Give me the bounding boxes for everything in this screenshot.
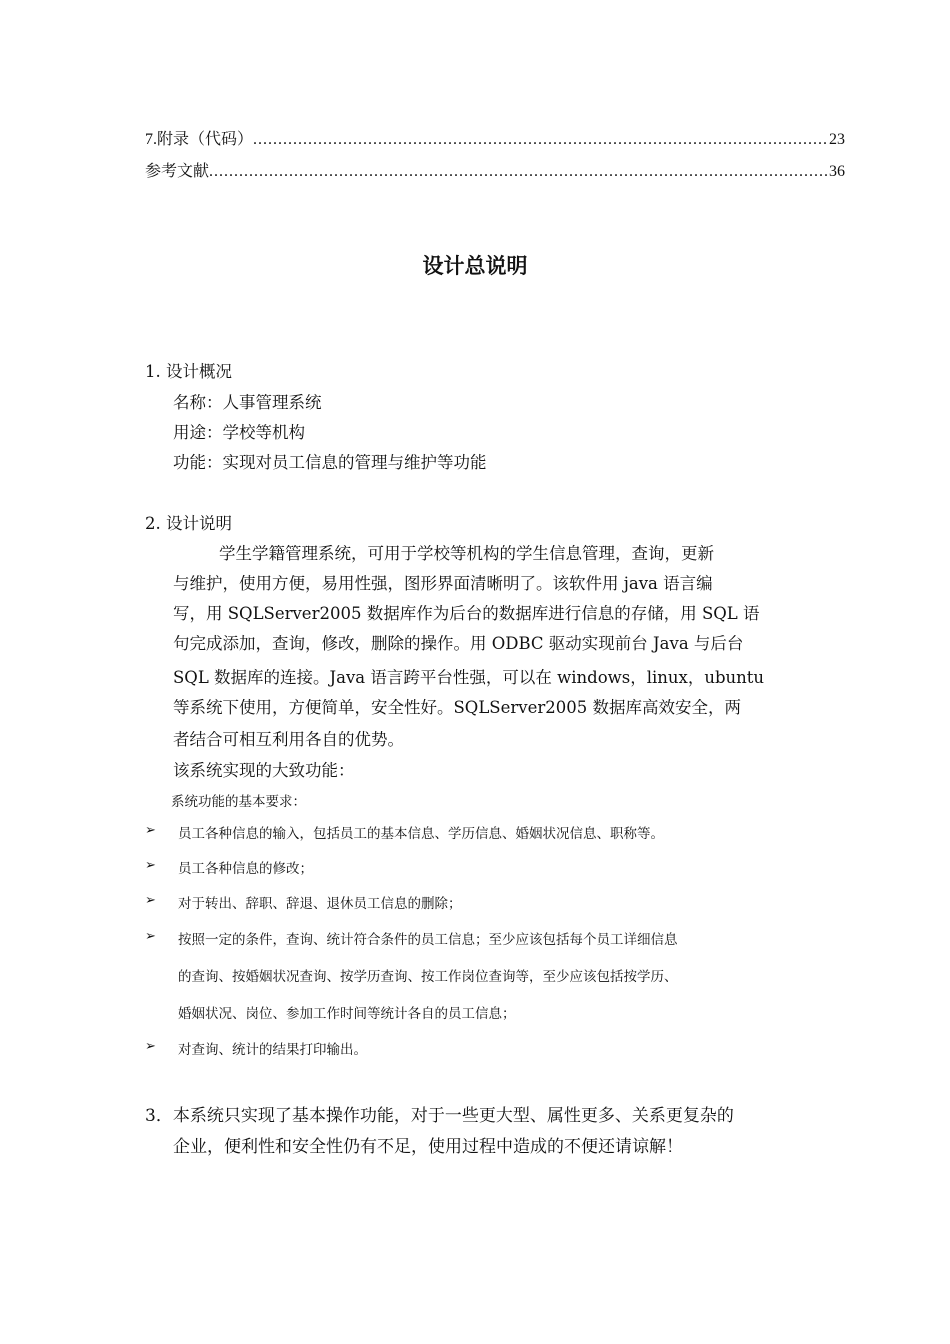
bullet-item: 员工各种信息的修改；: [178, 861, 313, 877]
toc-entry[interactable]: [145, 158, 845, 180]
section1-usage: 用途：学校等机构: [173, 423, 305, 442]
section3-line: 3．本系统只实现了基本操作功能，对于一些更大型、属性更多、关系更复杂的: [145, 1106, 734, 1126]
bullet-item: 员工各种信息的输入，包括员工的基本信息、学历信息、婚姻状况信息、职称等。: [178, 826, 664, 842]
bullet-item: 对查询、统计的结果打印输出。: [178, 1042, 367, 1058]
page-title: 设计总说明: [422, 254, 528, 278]
bullet-item-continuation: 的查询、按婚姻状况查询、按学历查询、按工作岗位查询等，至少应该包括按学历、: [178, 969, 678, 985]
arrow-bullet-icon: ➢: [145, 858, 156, 873]
paragraph-line: 等系统下使用，方便简单，安全性好。SQLServer2005 数据库高效安全，两: [173, 698, 741, 717]
paragraph-line: 者结合可相互利用各自的优势。: [173, 730, 404, 749]
bullet-item: 按照一定的条件，查询、统计符合条件的员工信息；至少应该包括每个员工详细信息: [178, 932, 678, 948]
section2-heading: 2. 设计说明: [145, 514, 232, 533]
arrow-bullet-icon: ➢: [145, 893, 156, 908]
paragraph-line: 学生学籍管理系统，可用于学校等机构的学生信息管理，查询，更新: [219, 544, 714, 563]
features-intro: 该系统实现的大致功能：: [173, 761, 355, 780]
arrow-bullet-icon: ➢: [145, 929, 156, 944]
section1-name: 名称：人事管理系统: [173, 393, 322, 412]
toc-entry[interactable]: [145, 126, 845, 148]
section3-line: 企业，便利性和安全性仍有不足，使用过程中造成的不便还请谅解！: [173, 1137, 683, 1157]
section1-heading: 1. 设计概况: [145, 362, 232, 381]
paragraph-line: 写，用 SQLServer2005 数据库作为后台的数据库进行信息的存储，用 SQL 语: [173, 604, 760, 623]
paragraph-line: 与维护，使用方便，易用性强，图形界面清晰明了。该软件用 java 语言编: [173, 574, 713, 593]
paragraph-line: 句完成添加，查询，修改，删除的操作。用 ODBC 驱动实现前台 Java 与后台: [173, 634, 744, 653]
paragraph-line: SQL 数据库的连接。Java 语言跨平台性强，可以在 windows，linux，ubuntu: [173, 668, 765, 687]
toc-label: 参考文献: [145, 163, 210, 180]
bullet-item: 对于转出、辞职、辞退、退休员工信息的删除；: [178, 896, 462, 912]
section1-function: 功能：实现对员工信息的管理与维护等功能: [173, 453, 487, 472]
toc-page: 36: [829, 163, 845, 180]
toc-leader: [209, 163, 827, 181]
toc-label: 7.附录（代码）: [145, 131, 254, 148]
arrow-bullet-icon: ➢: [145, 1039, 156, 1054]
bullet-item-continuation: 婚姻状况、岗位、参加工作时间等统计各自的员工信息；: [178, 1006, 516, 1022]
toc-page: 23: [829, 131, 845, 148]
toc-leader: [253, 131, 827, 149]
requirements-title: 系统功能的基本要求：: [171, 794, 306, 810]
arrow-bullet-icon: ➢: [145, 823, 156, 838]
